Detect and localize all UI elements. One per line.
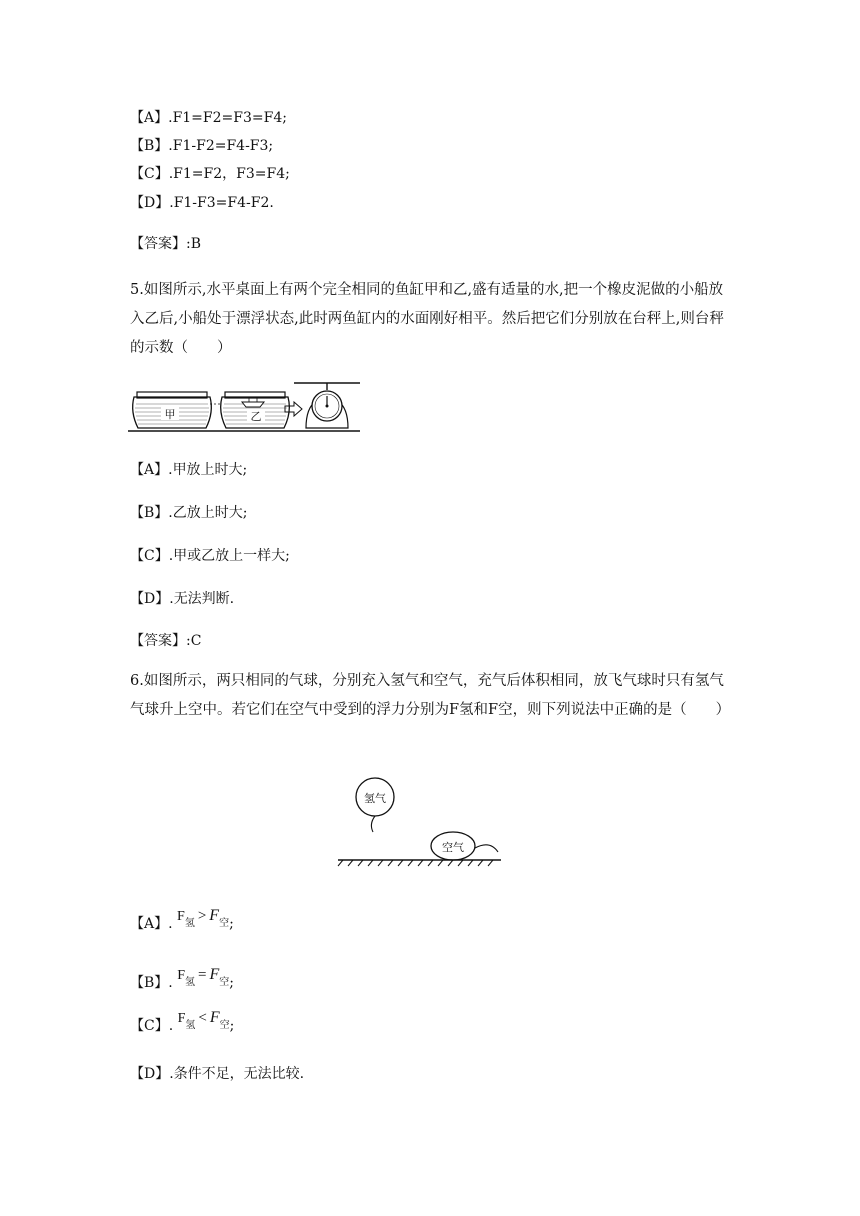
arrow-icon xyxy=(285,402,302,416)
q5-stem: 5.如图所示,水平桌面上有两个完全相同的鱼缸甲和乙,盛有适量的水,把一个橡皮泥做的小船放入乙后,小船处于漂浮状态,此时两鱼缸内的水面刚好相平。然后把它们分别放在台秤上,则台秤的示数（ ） xyxy=(130,282,724,356)
option-text: F1=F2，F3=F4; xyxy=(173,166,290,182)
tank-a xyxy=(133,392,212,428)
tank-a-label: 甲 xyxy=(164,408,176,421)
air-balloon xyxy=(431,832,498,860)
hydrogen-balloon xyxy=(356,778,394,832)
boat xyxy=(242,402,264,407)
q6-option-c xyxy=(130,1009,235,1038)
formula-sub: 空 xyxy=(219,1020,230,1031)
q4-option-b xyxy=(130,136,273,156)
formula-sub: 氢 xyxy=(184,918,195,929)
option-prefix: 【C】. xyxy=(130,166,174,182)
option-text: 无法判断. xyxy=(173,591,235,607)
option-prefix: 【C】. xyxy=(130,548,174,564)
option-tail: ; xyxy=(229,975,234,991)
balloon-h-label: 氢气 xyxy=(364,792,386,805)
q4-option-c xyxy=(130,164,290,184)
scale-icon xyxy=(294,383,360,428)
formula xyxy=(177,1009,230,1038)
q6-option-d xyxy=(130,1064,304,1084)
formula-sub: 氢 xyxy=(185,977,195,988)
balloon-air-label: 空气 xyxy=(442,841,464,854)
q5-option-b xyxy=(130,503,247,523)
formula-f2: F xyxy=(209,1009,220,1026)
q6-option-b xyxy=(130,966,234,995)
option-prefix: 【A】. xyxy=(130,916,173,932)
formula-f: F xyxy=(177,909,185,924)
option-text: F1-F3=F4-F2. xyxy=(173,195,274,211)
q5-option-a xyxy=(130,460,247,480)
option-prefix: 【A】. xyxy=(130,110,173,126)
q5-figure xyxy=(128,378,368,436)
formula xyxy=(177,907,230,936)
q6-stem: 6.如图所示，两只相同的气球，分别充入氢气和空气，充气后体积相同，放飞气球时只有氢气气球升上空中。若它们在空气中受到的浮力分别为F氢和F空，则下列说法中正确的是（ ） xyxy=(130,673,731,718)
q6-option-a xyxy=(130,907,234,936)
formula-op: > xyxy=(197,908,207,924)
q5-option-c xyxy=(130,546,290,566)
option-tail: ; xyxy=(229,916,234,932)
formula-op: < xyxy=(198,1010,207,1026)
option-prefix: 【B】. xyxy=(130,138,173,154)
option-text: 甲或乙放上一样大; xyxy=(173,548,290,564)
option-text: F1=F2=F3=F4; xyxy=(172,110,287,126)
formula-sub: 空 xyxy=(219,977,230,988)
q6-figure xyxy=(335,770,505,870)
option-text: F1-F2=F4-F3; xyxy=(172,138,274,154)
formula-sub: 氢 xyxy=(185,1020,196,1031)
tank-b xyxy=(221,392,290,428)
ground xyxy=(338,860,501,866)
q4-answer: 【答案】:B xyxy=(130,236,202,252)
option-prefix: 【B】. xyxy=(130,975,173,991)
option-text: 甲放上时大; xyxy=(172,462,248,478)
formula-f: F xyxy=(177,1011,186,1026)
formula-sub: 空 xyxy=(219,918,230,929)
q5-option-d xyxy=(130,589,234,609)
q4-option-a xyxy=(130,108,287,128)
formula-f2: F xyxy=(209,907,220,924)
formula xyxy=(177,966,230,995)
option-prefix: 【A】. xyxy=(130,462,173,478)
option-prefix: 【D】. xyxy=(130,591,174,607)
formula-f2: F xyxy=(209,966,220,983)
option-prefix: 【D】. xyxy=(130,1066,174,1082)
q5-answer: 【答案】:C xyxy=(130,633,202,649)
q4-option-d xyxy=(130,193,274,213)
option-prefix: 【D】. xyxy=(130,195,174,211)
option-text: 乙放上时大; xyxy=(172,505,248,521)
option-prefix: 【C】. xyxy=(130,1018,174,1034)
option-prefix: 【B】. xyxy=(130,505,173,521)
option-tail: ; xyxy=(229,1018,235,1034)
formula-f: F xyxy=(177,968,185,983)
formula-op: = xyxy=(198,967,207,983)
option-text: 条件不足，无法比较. xyxy=(173,1066,305,1082)
tank-b-label: 乙 xyxy=(250,410,262,423)
